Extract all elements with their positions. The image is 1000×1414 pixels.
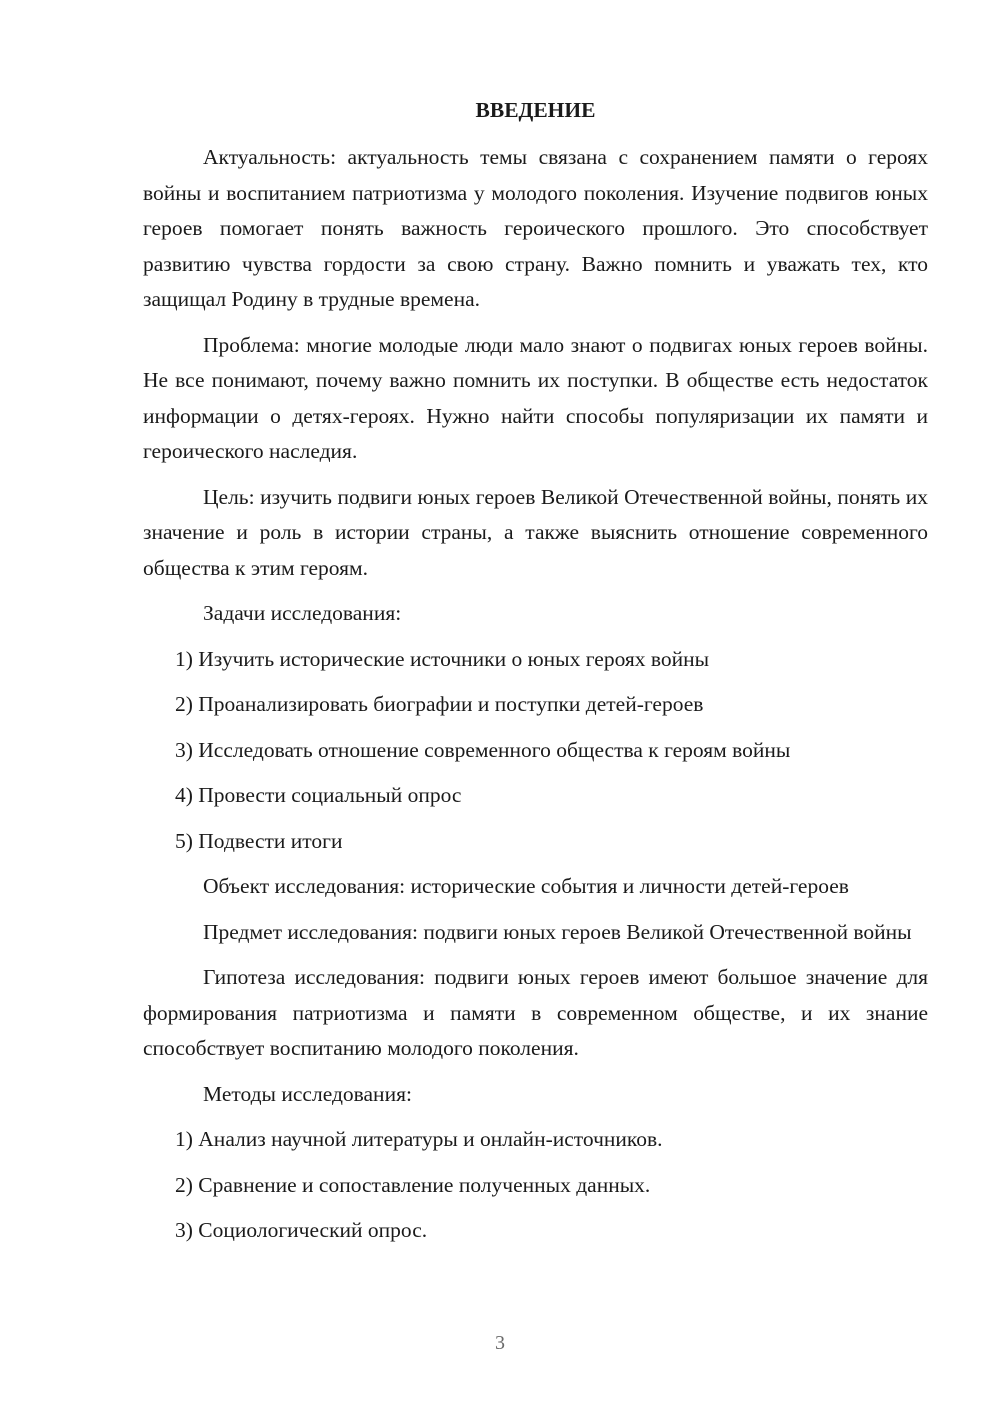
method-item: 2) Сравнение и сопоставление полученных данных. (175, 1172, 651, 1197)
task-item: 2) Проанализировать биографии и поступки детей-героев (175, 692, 704, 716)
task-item: 4) Провести социальный опрос (175, 783, 462, 807)
relevance-paragraph: Актуальность: актуальность темы связана с сохранением памяти о героях войны и воспитанием патриотизма у молодого поколения. Изучение подвигов юных героев помогает понять важность героического прошлого. Это способствует развитию чувства гордости за свою страну. Важно помнить и уважать тех, кто защищал Родину в трудные времена. (143, 145, 928, 311)
object-paragraph: Объект исследования: исторические события и личности детей-героев (203, 874, 849, 898)
methods-label: Методы исследования: (203, 1081, 412, 1106)
task-item: 1) Изучить исторические источники о юных героях войны (175, 646, 710, 671)
tasks-label: Задачи исследования: (203, 601, 402, 625)
methods-list (143, 1122, 928, 1249)
method-item: 1) Анализ научной литературы и онлайн-источников. (175, 1127, 663, 1151)
hypothesis-paragraph: Гипотеза исследования: подвиги юных героев имеют большое значение для формирования патриотизма и памяти в современном обществе, и их знание способствует воспитанию молодого поколения. (143, 965, 928, 1060)
tasks-list (143, 642, 928, 860)
task-item: 3) Исследовать отношение современного общества к героям войны (175, 737, 791, 762)
problem-paragraph: Проблема: многие молодые люди мало знают о подвигах юных героев войны. Не все понимают, почему важно помнить их поступки. В обществе есть недостаток информации о детях-героях. Нужно найти способы популяризации их памяти и героического наследия. (143, 332, 928, 463)
page-title: ВВЕДЕНИЕ (475, 98, 596, 122)
method-item: 3) Социологический опрос. (175, 1218, 428, 1242)
document-page (143, 92, 928, 1259)
goal-paragraph: Цель: изучить подвиги юных героев Великой Отечественной войны, понять их значение и роль в истории страны, а также выяснить отношение современного общества к этим героям. (143, 484, 928, 580)
page-number: 3 (495, 1332, 505, 1354)
task-item: 5) Подвести итоги (175, 828, 343, 853)
subject-paragraph: Предмет исследования: подвиги юных героев Великой Отечественной войны (203, 919, 912, 944)
